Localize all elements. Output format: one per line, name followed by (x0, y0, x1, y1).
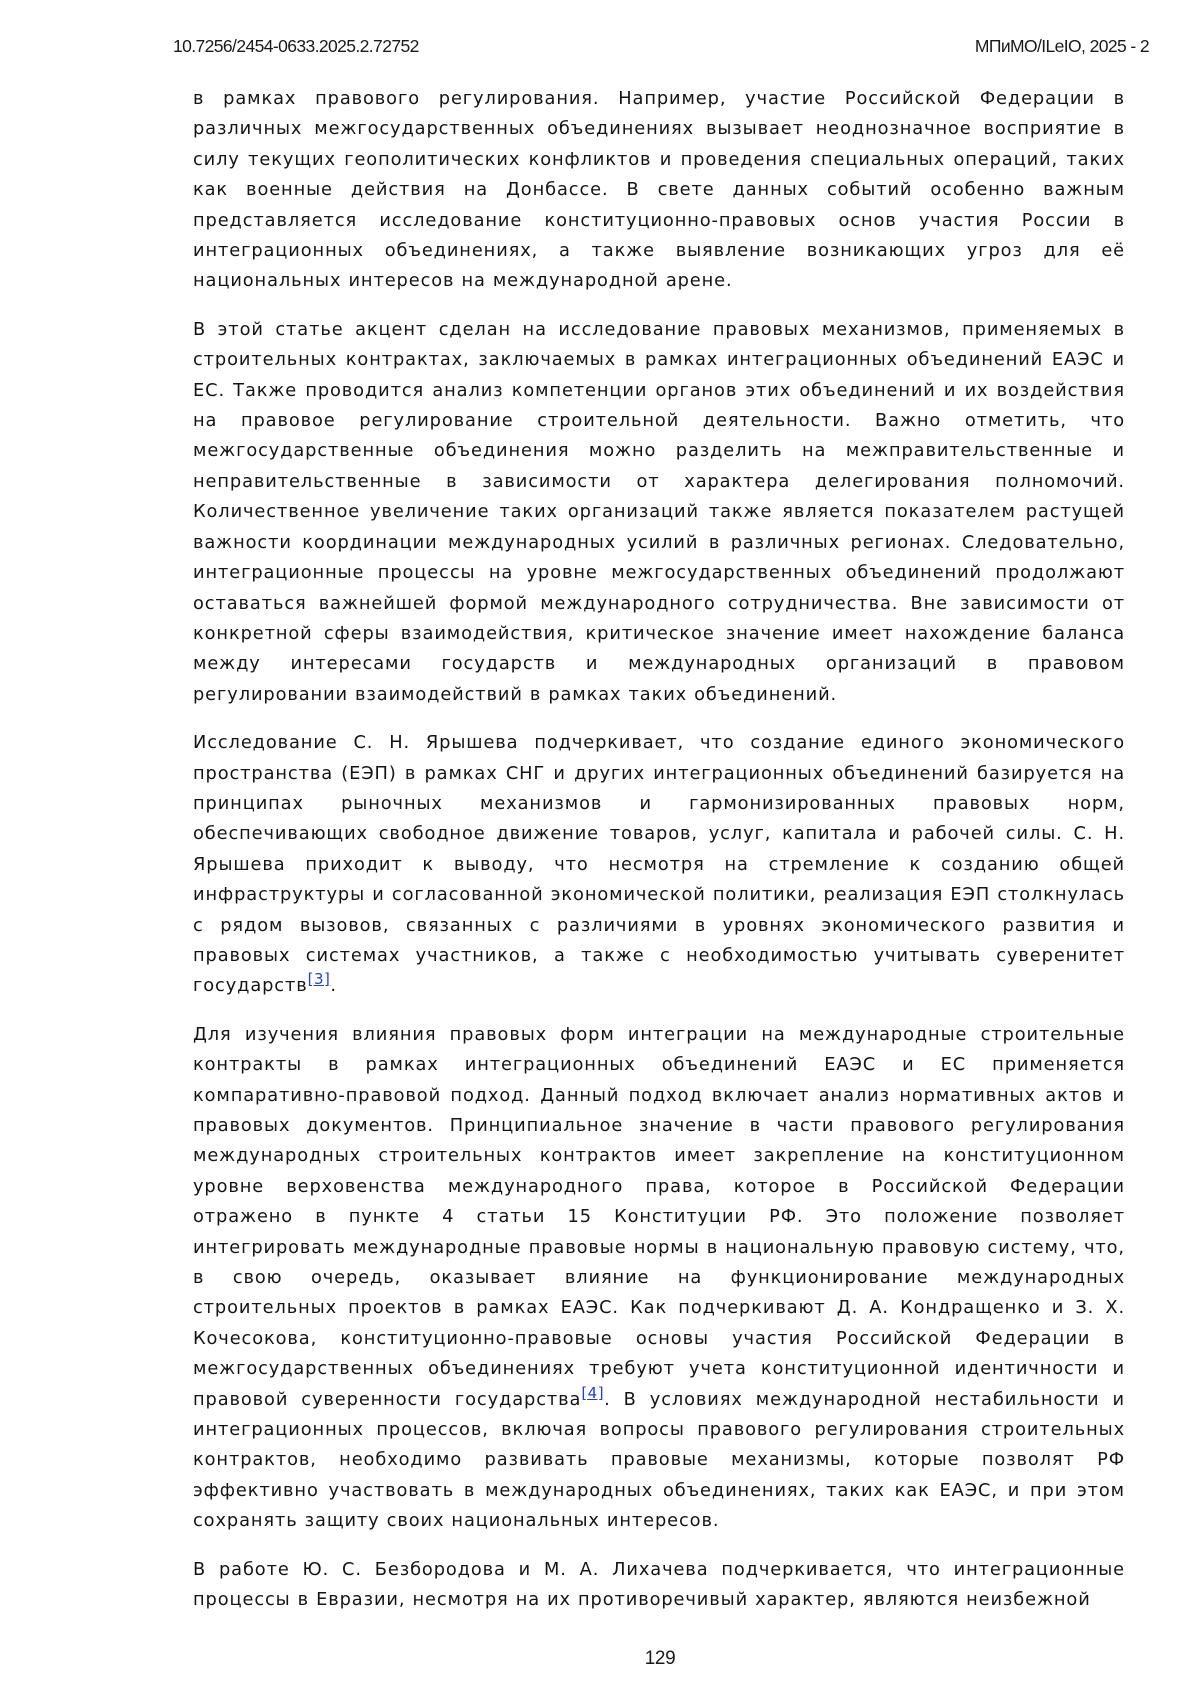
paragraph-text: В работе Ю. С. Безбородова и М. А. Лихачева подчеркивается, что интеграционные процессы в Евразии, несмотря на их противоречивый характер, являются неизбежной (193, 1558, 1125, 1611)
page-header (173, 36, 1149, 64)
citation-link-4[interactable]: [4] (581, 1383, 605, 1402)
paragraph (193, 315, 1125, 710)
citation-link-3[interactable]: [3] (307, 970, 331, 989)
paragraph (193, 728, 1125, 1002)
paragraph-text-tail: . В условиях международной нестабильности и интеграционных процессов, включая вопросы правового регулирования строительных контрактов, необходимо развивать правовые механизмы, которые позволят РФ эффективно участвовать в международных объединениях, таких как ЕАЭС, и при этом сохранять защиту своих национальных интересов. (193, 1388, 1125, 1532)
journal-issue-label: МПиМО/ILeIO, 2025 - 2 (974, 36, 1149, 56)
paragraph-text: в рамках правового регулирования. Например, участие Российской Федерации в различных межгосударственных объединениях вызывает неоднозначное восприятие в силу текущих геополитических конфликтов и проведения специальных операций, таких как военные действия на Донбассе. В свете данных событий особенно важным представляется исследование конституционно-правовых основ участия России в интеграционных объединениях, а также выявление возникающих угроз для её национальных интересов на международной арене. (193, 88, 1125, 292)
paragraph-text: Для изучения влияния правовых форм интеграции на международные строительные контракты в рамках интеграционных объединений ЕАЭС и ЕС применяется компаративно-правовой подход. Данный подход включает анализ нормативных актов и правовых документов. Принципиальное значение в части правового регулирования международных строительных контрактов имеет закрепление на конституционном уровне верховенства международного права, которое в Российской Федерации отражено в пункте 4 статьи 15 Конституции РФ. Это положение позволяет интегрировать международные правовые нормы в национальную правовую систему, что, в свою очередь, оказывает влияние на функционирование международных строительных проектов в рамках ЕАЭС. Как подчеркивают Д. А. Кондращенко и З. Х. Кочесокова, конституционно-правовые основы участия Российской Федерации в межгосударственных объединениях требуют учета конституционной идентичности и правовой суверенности государства (193, 1023, 1125, 1410)
paragraph (193, 84, 1125, 297)
paragraph-text-tail: . (330, 975, 337, 997)
paragraph-text: Исследование С. Н. Ярышева подчеркивает, что создание единого экономического пространства (ЕЭП) в рамках СНГ и других интеграционных объединений базируется на принципах рыночных механизмов и гармонизированных правовых норм, обеспечивающих свободное движение товаров, услуг, капитала и рабочей силы. С. Н. Ярышева приходит к выводу, что несмотря на стремление к созданию общей инфраструктуры и согласованной экономической политики, реализация ЕЭП столкнулась с рядом вызовов, связанных с различиями в уровнях экономического развития и правовых системах участников, а также с необходимостью учитывать суверенитет государств (193, 732, 1125, 997)
article-body (193, 84, 1125, 1634)
paragraph (193, 1555, 1125, 1616)
doi-label: 10.7256/2454-0633.2025.2.72752 (173, 36, 419, 56)
page-number: 129 (644, 1648, 676, 1669)
paragraph (193, 1020, 1125, 1537)
paragraph-text: В этой статье акцент сделан на исследование правовых механизмов, применяемых в строительных контрактах, заключаемых в рамках интеграционных объединений ЕАЭС и ЕС. Также проводится анализ компетенции органов этих объединений и их воздействия на правовое регулирование строительной деятельности. Важно отметить, что межгосударственные объединения можно разделить на межправительственные и неправительственные в зависимости от характера делегирования полномочий. Количественное увеличение таких организаций также является показателем растущей важности координации международных усилий в различных регионах. Следовательно, интеграционные процессы на уровне межгосударственных объединений продолжают оставаться важнейшей формой международного сотрудничества. Вне зависимости от конкретной сферы взаимодействия, критическое значение имеет нахождение баланса между интересами государств и международных организаций в правовом регулировании взаимодействий в рамках таких объединений. (193, 318, 1125, 705)
